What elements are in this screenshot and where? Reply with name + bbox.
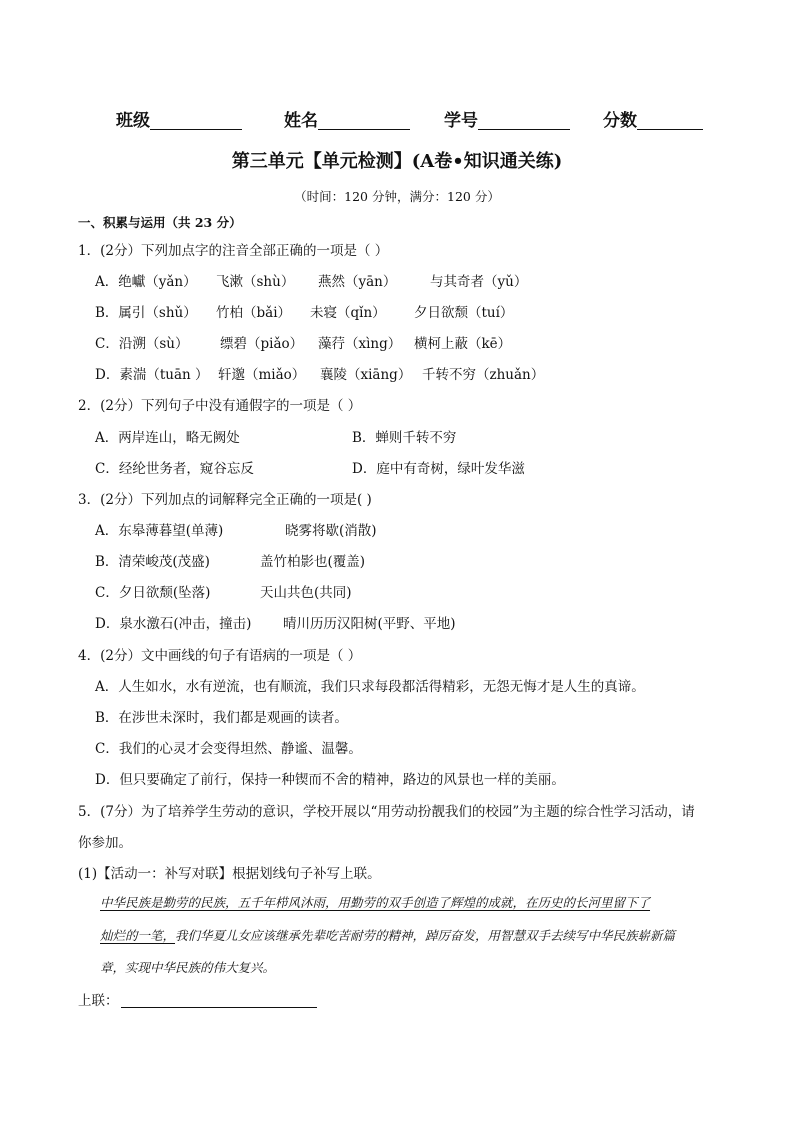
- option-text: 千转不穷（zhuǎn）: [422, 367, 545, 383]
- question-3-option-a[interactable]: [95, 519, 377, 539]
- question-3-option-d[interactable]: [95, 612, 456, 632]
- option-text: 晓雾将歇(消散): [285, 523, 377, 539]
- answer-label: 上联：: [78, 993, 119, 1009]
- passage-line: 中华民族是勤劳的民族，五千年栉风沐雨，用勤劳的双手创造了辉煌的成就，在历史的长河里留下了: [100, 895, 651, 910]
- question-5-stem: 5．(7分）为了培养学生劳动的意识，学校开展以“用劳动扮靓我们的校园”为主题的综合性学习活动，请: [78, 804, 695, 820]
- question-4-option-b[interactable]: B．在涉世未深时，我们都是观画的读者。: [95, 710, 348, 726]
- option-text: D．泉水激石(冲击，撞击): [95, 616, 252, 632]
- question-4-option-d[interactable]: D．但只要确定了前行，保持一种锲而不舍的精神，路边的风景也一样的美丽。: [95, 772, 565, 788]
- option-text: 藻荇（xìng）: [318, 336, 402, 352]
- option-text: B．属引（shǔ）: [95, 305, 197, 321]
- question-2-option-b[interactable]: B．蝉则千转不穷: [352, 430, 457, 446]
- class-blank[interactable]: [150, 111, 242, 130]
- passage-line: 章，实现中华民族的伟大复兴。: [100, 960, 276, 975]
- answer-field[interactable]: [78, 989, 317, 1009]
- question-3-option-c[interactable]: [95, 581, 352, 601]
- option-text: A．绝巘（yǎn）: [95, 274, 197, 290]
- option-text: 天山共色(共同): [260, 585, 352, 601]
- id-label: 学号: [444, 111, 478, 131]
- option-text: 燕然（yān）: [318, 274, 397, 290]
- passage-underlined-text: 灿烂的一笔，: [100, 928, 176, 943]
- name-label: 姓名: [284, 111, 318, 131]
- score-label: 分数: [603, 111, 637, 131]
- option-text: 轩邈（miǎo）: [218, 367, 306, 383]
- page-title: 第三单元【单元检测】(A卷•知识通关练): [231, 151, 563, 172]
- activity-heading: (1)【活动一：补写对联】根据划线句子补写上联。: [78, 866, 381, 882]
- question-2-stem: 2．(2分）下列句子中没有通假字的一项是（ ）: [78, 398, 362, 414]
- option-text: 缥碧（piǎo）: [220, 336, 304, 352]
- option-text: 竹柏（bǎi）: [216, 305, 292, 321]
- option-text: 飞漱（shù）: [216, 274, 295, 290]
- id-blank[interactable]: [478, 111, 570, 130]
- option-text: C．夕日欲颓(坠落): [95, 585, 211, 601]
- option-text: 晴川历历汉阳树(平野、平地): [283, 616, 456, 632]
- answer-blank[interactable]: [121, 993, 317, 1008]
- option-text: 夕日欲颓（tuí）: [414, 305, 514, 321]
- option-text: D．素湍（tuān ）: [95, 367, 209, 383]
- question-3-stem: 3．(2分）下列加点的词解释完全正确的一项是( ): [78, 492, 372, 508]
- passage-text: 我们华夏儿女应该继承先辈吃苦耐劳的精神，踔厉奋发，用智慧双手去续写中华民族崭新篇: [175, 928, 676, 943]
- name-field[interactable]: [284, 106, 410, 131]
- name-blank[interactable]: [318, 111, 410, 130]
- option-text: 盖竹柏影也(覆盖): [260, 554, 366, 570]
- passage-line: [100, 926, 720, 944]
- question-1-stem: 1．(2分）下列加点字的注音全部正确的一项是（ ）: [78, 243, 389, 259]
- option-text: 与其奇者（yǔ）: [430, 274, 528, 290]
- option-text: 未寝（qǐn）: [310, 305, 386, 321]
- exam-duration: （时间：120 分钟，满分：120 分）: [294, 189, 500, 204]
- option-text: 横柯上蔽（kē）: [414, 336, 512, 352]
- option-text: A．东皋薄暮望(单薄): [95, 523, 224, 539]
- score-field[interactable]: [603, 106, 703, 131]
- class-field[interactable]: [116, 106, 242, 131]
- score-blank[interactable]: [637, 111, 703, 130]
- question-4-option-c[interactable]: C．我们的心灵才会变得坦然、静谧、温馨。: [95, 741, 362, 757]
- option-text: C．沿溯（sù）: [95, 336, 189, 352]
- question-2-option-d[interactable]: D．庭中有奇树，绿叶发华滋: [352, 461, 525, 477]
- id-field[interactable]: [444, 106, 570, 131]
- question-4-stem: 4．(2分）文中画线的句子有语病的一项是（ ）: [78, 648, 362, 664]
- question-2-option-c[interactable]: C．经纶世务者，窥谷忘反: [95, 461, 254, 477]
- question-2-option-a[interactable]: A．两岸连山，略无阙处: [95, 430, 240, 446]
- class-label: 班级: [116, 111, 150, 131]
- option-text: 襄陵（xiāng）: [320, 367, 412, 383]
- question-3-option-b[interactable]: [95, 550, 366, 570]
- question-5-stem-continued: 你参加。: [78, 835, 132, 851]
- section-heading: 一、积累与运用（共 23 分）: [78, 215, 242, 230]
- question-4-option-a[interactable]: A．人生如水，水有逆流，也有顺流，我们只求每段都活得精彩，无怨无悔才是人生的真谛。: [95, 679, 645, 695]
- option-text: B．清荣峻茂(茂盛): [95, 554, 210, 570]
